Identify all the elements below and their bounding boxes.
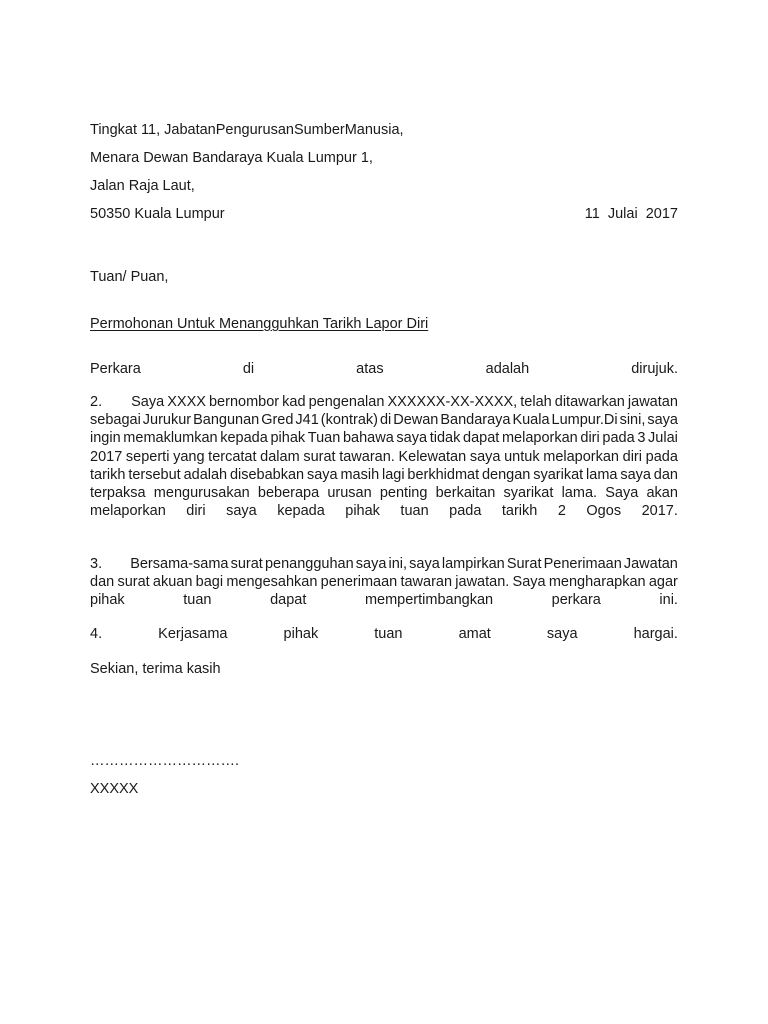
word: XXXXXX-XX-XXXX, [387, 394, 518, 410]
word: masih [340, 466, 380, 483]
word: Julai [648, 430, 678, 447]
word: perkara [551, 592, 601, 609]
word: kepada [277, 503, 325, 520]
word: 3. [90, 556, 103, 572]
paragraph-line [90, 411, 678, 429]
word: berkhidmat [407, 466, 480, 483]
word: telah [520, 394, 552, 410]
word: lampirkan [441, 556, 505, 572]
word: penting [379, 484, 428, 501]
word: Lumpur.Di [551, 412, 618, 429]
word: pada [645, 448, 678, 465]
word: Kerjasama [158, 626, 228, 642]
word: Dewan [393, 412, 439, 429]
word: di [379, 412, 392, 429]
word: jawatan. [455, 574, 510, 591]
paragraph-line [90, 484, 678, 502]
word: tawaran [400, 574, 453, 591]
address-date-row [90, 205, 678, 223]
word: Saya [131, 394, 165, 410]
letter-date: 11 Julai 2017 [584, 206, 678, 222]
word: 2017. [641, 503, 678, 520]
word: pada [602, 430, 635, 447]
word: melaporkan [90, 503, 166, 520]
word: untuk [504, 448, 540, 465]
word: Bersama-sama [130, 556, 229, 572]
word: dapat [463, 430, 500, 447]
word: adalah [183, 466, 228, 483]
reference-word: adalah [485, 361, 530, 377]
word: penerimaan [320, 574, 398, 591]
closing-line: Sekian, terima kasih [90, 661, 221, 677]
word: bahawa [342, 430, 394, 447]
word: disebabkan [229, 466, 305, 483]
reference-word: di [242, 361, 255, 377]
word: Bandaraya [440, 412, 511, 429]
word: hargai. [633, 626, 678, 642]
word: tidak [429, 430, 461, 447]
word: bagi [195, 574, 224, 591]
word: XXXX [167, 394, 206, 410]
word: lama. [561, 484, 598, 501]
signature-line: …………………………. [90, 753, 240, 769]
word: urusan [327, 484, 372, 501]
word: Kuala [512, 412, 550, 429]
paragraph-line [90, 502, 678, 520]
paragraph-line [90, 429, 678, 447]
paragraph-4 [90, 625, 678, 643]
word: surat [230, 556, 263, 572]
word: tarikh [90, 466, 126, 483]
letter-page [90, 0, 678, 1024]
word: ingin [90, 430, 121, 447]
word: lagi [381, 466, 405, 483]
salutation: Tuan/ Puan, [90, 269, 169, 285]
word: surat [117, 574, 150, 591]
word: dan [90, 574, 115, 591]
word: mengharapkan [548, 574, 646, 591]
word: mengesahkan [226, 574, 318, 591]
word: Kelewatan [398, 448, 467, 465]
word: Penerimaan [543, 556, 622, 572]
word: 2. [90, 394, 103, 410]
word: dalam [260, 448, 300, 465]
word: tersebut [128, 466, 181, 483]
paragraph-3 [90, 555, 678, 610]
subject-heading: Permohonan Untuk Menangguhkan Tarikh Lapor Diri [90, 316, 429, 332]
word: mengurusakan [153, 484, 250, 501]
word: Surat [506, 556, 542, 572]
word: melaporkan [543, 448, 619, 465]
word: pihak [270, 430, 306, 447]
word: berkaitan [435, 484, 496, 501]
word: Saya [512, 574, 546, 591]
word: lama [586, 466, 618, 483]
word: akan [646, 484, 678, 501]
word: beberapa [257, 484, 320, 501]
word: memaklumkan [123, 430, 218, 447]
word: tuan [374, 626, 403, 642]
word: syarikat [503, 484, 554, 501]
word: sebagai [90, 412, 141, 429]
word: saya [469, 448, 501, 465]
word: pengenalan [308, 394, 385, 410]
paragraph-line [90, 573, 678, 591]
word: ini, [388, 556, 408, 572]
word: bernombor [208, 394, 280, 410]
word: surat [303, 448, 336, 465]
word: akuan [152, 574, 193, 591]
word: saya [409, 556, 440, 572]
reference-word: Perkara [90, 361, 141, 377]
word: kad [282, 394, 306, 410]
word: tawaran. [339, 448, 395, 465]
address-line-1: Tingkat 11, JabatanPengurusanSumberManusia, [90, 122, 404, 138]
word: saya [546, 626, 578, 642]
word: dan [653, 466, 678, 483]
word: melaporkan [501, 430, 578, 447]
word: terpaksa [90, 484, 146, 501]
word: syarikat [533, 466, 584, 483]
word: (kontrak) [320, 412, 378, 429]
word: seperti [125, 448, 170, 465]
word: 2 [557, 503, 566, 520]
word: dapat [270, 592, 307, 609]
word: ditawarkan [554, 394, 625, 410]
word: yang [173, 448, 205, 465]
word: Jurukur [142, 412, 192, 429]
word: saya [355, 556, 387, 572]
word: pada [449, 503, 482, 520]
word: tuan [183, 592, 212, 609]
paragraph-line [90, 448, 678, 466]
word: Bangunan [193, 412, 260, 429]
word: agar [648, 574, 678, 591]
paragraph-line [90, 393, 678, 411]
word: pihak [90, 592, 125, 609]
signatory-name: XXXXX [90, 781, 139, 797]
word: 2017 [90, 448, 123, 465]
word: Jawatan [623, 556, 678, 572]
word: dengan [481, 466, 531, 483]
reference-word: dirujuk. [631, 361, 678, 377]
word: tuan [400, 503, 429, 520]
paragraph-line [90, 466, 678, 484]
word: penangguhan [264, 556, 354, 572]
word: saya [226, 503, 257, 520]
paragraph-2 [90, 393, 678, 520]
word: saya [647, 412, 678, 429]
word: Gred [261, 412, 294, 429]
word: Saya [605, 484, 639, 501]
word: kepada [220, 430, 268, 447]
word: tercatat [208, 448, 257, 465]
word: saya [620, 466, 651, 483]
word: diri [580, 430, 600, 447]
word: diri [622, 448, 642, 465]
word: 4. [90, 626, 103, 642]
address-line-4: 50350 Kuala Lumpur [90, 206, 225, 222]
reference-line [90, 360, 678, 378]
address-line-3: Jalan Raja Laut, [90, 178, 195, 194]
word: pihak [283, 626, 319, 642]
word: Ogos [586, 503, 622, 520]
word: ini. [659, 592, 678, 609]
word: diri [186, 503, 206, 520]
word: tarikh [501, 503, 538, 520]
word: mempertimbangkan [364, 592, 494, 609]
paragraph-line [90, 591, 678, 609]
word: saya [396, 430, 428, 447]
paragraph-line [90, 555, 678, 573]
word: pihak [345, 503, 380, 520]
word: sini, [619, 412, 646, 429]
word: amat [458, 626, 491, 642]
word: J41 [295, 412, 319, 429]
word: jawatan [627, 394, 678, 410]
word: Tuan [307, 430, 341, 447]
word: saya [306, 466, 338, 483]
word: 3 [637, 430, 646, 447]
address-line-2: Menara Dewan Bandaraya Kuala Lumpur 1, [90, 150, 373, 166]
reference-word: atas [356, 361, 384, 377]
